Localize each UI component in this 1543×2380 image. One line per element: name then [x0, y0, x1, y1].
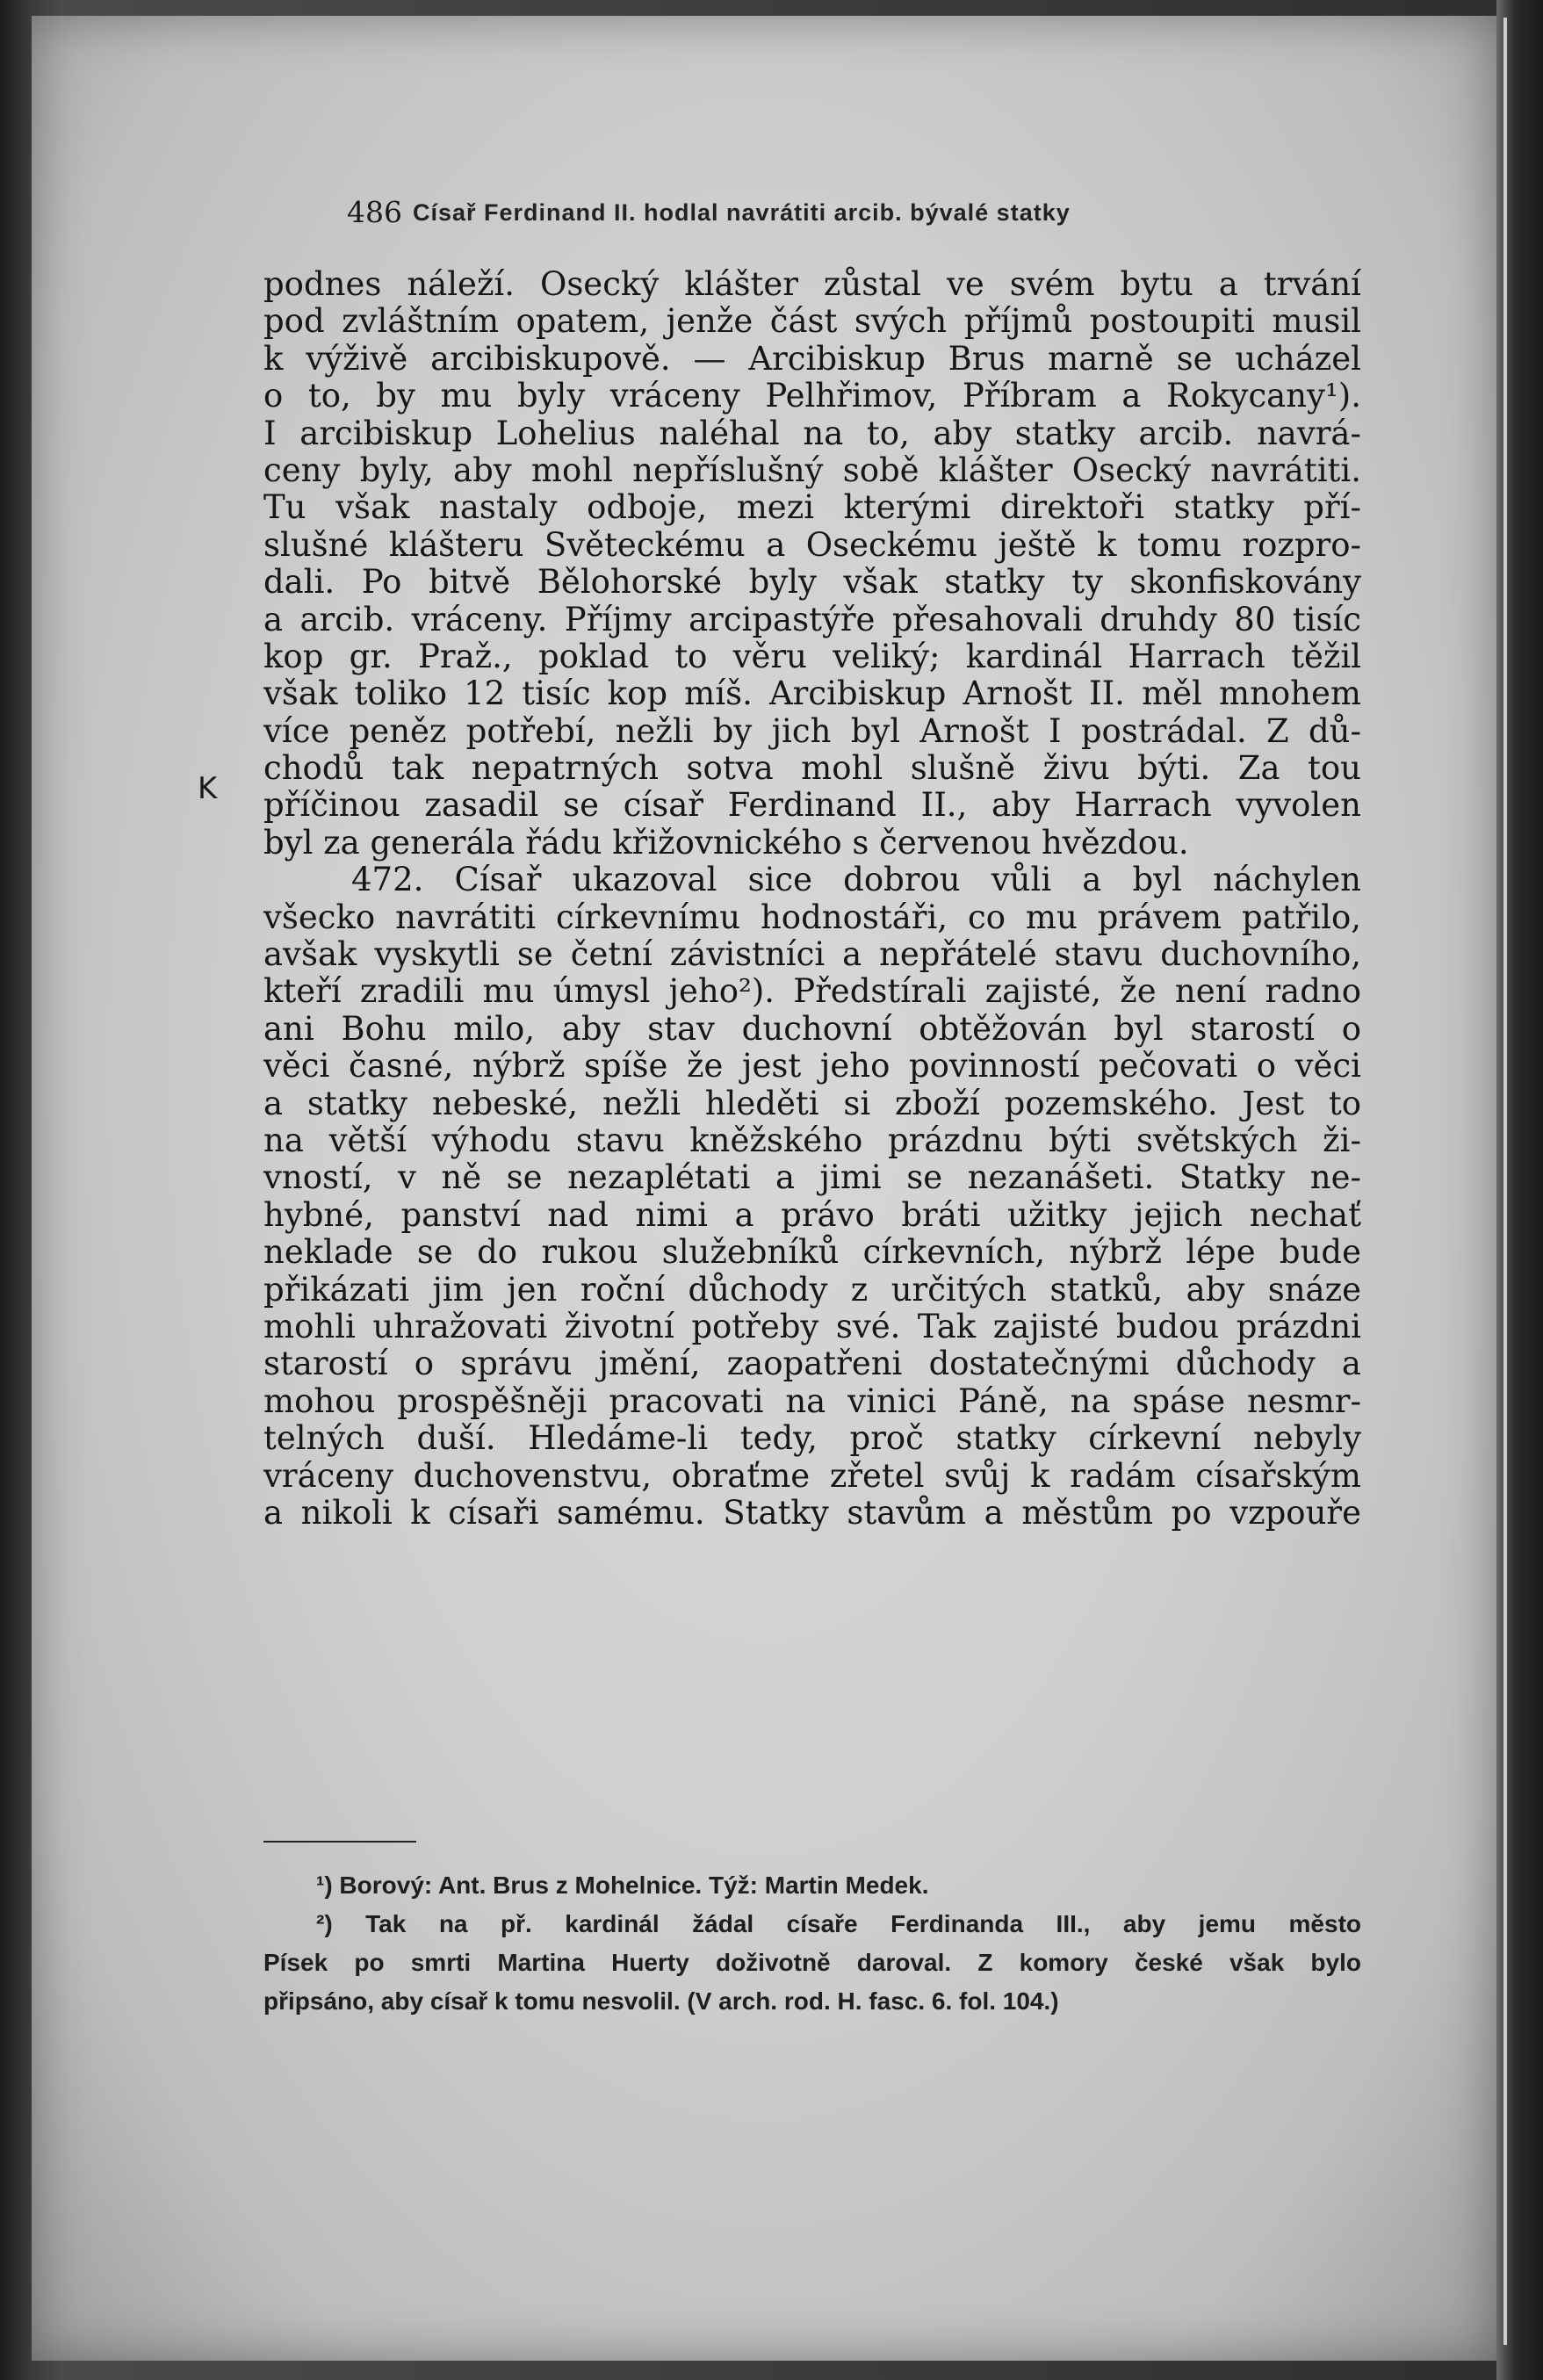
- text-line: více peněz potřebí, nežli by jich byl Arnošt I postrádal. Z dů-: [263, 711, 1361, 750]
- text-line: byl za generála řádu křižovnického s červenou hvězdou.: [263, 823, 1189, 862]
- text-line: a arcib. vráceny. Příjmy arcipastýře přesahovali druhdy 80 tisíc: [263, 600, 1361, 638]
- text-line: avšak vyskytli se četní závistníci a nepřátelé stavu duchovního,: [263, 935, 1361, 974]
- text-line: mohli uhražovati životní potřeby své. Tak zajisté budou prázdni: [263, 1307, 1361, 1345]
- page-header: [347, 195, 1366, 235]
- page-number: 486: [347, 195, 402, 229]
- text-line: na větší výhodu stavu kněžského prázdnu býti světských ži-: [263, 1121, 1361, 1159]
- footnote-2-continued: Písek po smrti Martina Huerty doživotně daroval. Z komory české však bylo: [263, 1949, 1361, 1976]
- text-line: k výživě arcibiskupově. — Arcibiskup Brus marně se ucházel: [263, 339, 1361, 378]
- footnotes: [263, 1866, 1361, 2021]
- text-line: podnes náleží. Osecký klášter zůstal ve svém bytu a trvání: [263, 265, 1361, 303]
- text-line: telných duší. Hledáme-li tedy, proč statky církevní nebyly: [263, 1419, 1361, 1458]
- text-line: příčinou zasadil se císař Ferdinand II., aby Harrach vyvolen: [263, 786, 1361, 825]
- text-line: vností, v ně se nezaplétati a jimi se nezanášeti. Statky ne-: [263, 1158, 1361, 1197]
- margin-mark: K: [198, 771, 218, 806]
- running-title: Císař Ferdinand II. hodlal navrátiti arcib. bývalé statky: [413, 199, 1071, 226]
- text-line: přikázati jim jen roční důchody z určitých statků, aby snáze: [263, 1270, 1361, 1309]
- text-line: chodů tak nepatrných sotva mohl slušně živu býti. Za tou: [263, 749, 1361, 788]
- footnote-divider: [263, 1841, 416, 1843]
- text-line: neklade se do rukou služebníků církevních, nýbrž lépe bude: [263, 1233, 1361, 1272]
- page-edge-line: [1503, 18, 1507, 2345]
- text-line: vráceny duchovenstvu, obraťme zřetel svůj k radám císařským: [263, 1456, 1361, 1495]
- text-line: ani Bohu milo, aby stav duchovní obtěžován byl starostí o: [263, 1009, 1361, 1048]
- text-line: hybné, panství nad nimi a právo bráti užitky jejich nechať: [263, 1195, 1361, 1234]
- text-line: mohou prospěšněji pracovati na vinici Páně, na spáse nesmr-: [263, 1381, 1361, 1420]
- text-line: slušné klášteru Světeckému a Oseckému ještě k tomu rozpro-: [263, 525, 1361, 564]
- text-line: Tu však nastaly odboje, mezi kterými direktoři statky pří-: [263, 488, 1361, 527]
- text-line: o to, by mu byly vráceny Pelhřimov, Příbram a Rokycany¹).: [263, 377, 1361, 415]
- text-line: pod zvláštním opatem, jenže část svých příjmů postoupiti musil: [263, 302, 1361, 341]
- section-start-line: 472. Císař ukazoval sice dobrou vůli a byl náchylen: [351, 861, 1361, 899]
- footnote-2: ²) Tak na př. kardinál žádal císaře Ferdinanda III., aby jemu město: [316, 1910, 1361, 1937]
- footnote-2-continued: připsáno, aby císař k tomu nesvolil. (V arch. rod. H. fasc. 6. fol. 104.): [263, 1987, 1059, 2015]
- text-line: I arcibiskup Lohelius naléhal na to, aby statky arcib. navrá-: [263, 414, 1361, 452]
- text-line: ceny byly, aby mohl nepříslušný sobě klášter Osecký navrátiti.: [263, 451, 1361, 489]
- text-line: a statky nebeské, nežli hleděti si zboží pozemského. Jest to: [263, 1084, 1361, 1122]
- text-line: kteří zradili mu úmysl jeho²). Předstírali zajisté, že není radno: [263, 972, 1361, 1011]
- text-line: však toliko 12 tisíc kop míš. Arcibiskup Arnošt II. měl mnohem: [263, 674, 1361, 713]
- text-line: a nikoli k císaři samému. Statky stavům a městům po vzpouře: [263, 1493, 1361, 1532]
- text-line: starostí o správu jmění, zaopatřeni dostatečnými důchody a: [263, 1345, 1361, 1383]
- body-text: [263, 266, 1361, 1532]
- text-line: kop gr. Praž., poklad to věru veliký; kardinál Harrach těžil: [263, 637, 1361, 675]
- text-line: dali. Po bitvě Bělohorské byly však statky ty skonfiskovány: [263, 563, 1361, 602]
- text-line: věci časné, nýbrž spíše že jest jeho povinností pečovati o věci: [263, 1047, 1361, 1085]
- footnote-1: ¹) Borový: Ant. Brus z Mohelnice. Týž: Martin Medek.: [316, 1872, 929, 1899]
- text-line: všecko navrátiti církevnímu hodnostáři, co mu právem patřilo,: [263, 898, 1361, 936]
